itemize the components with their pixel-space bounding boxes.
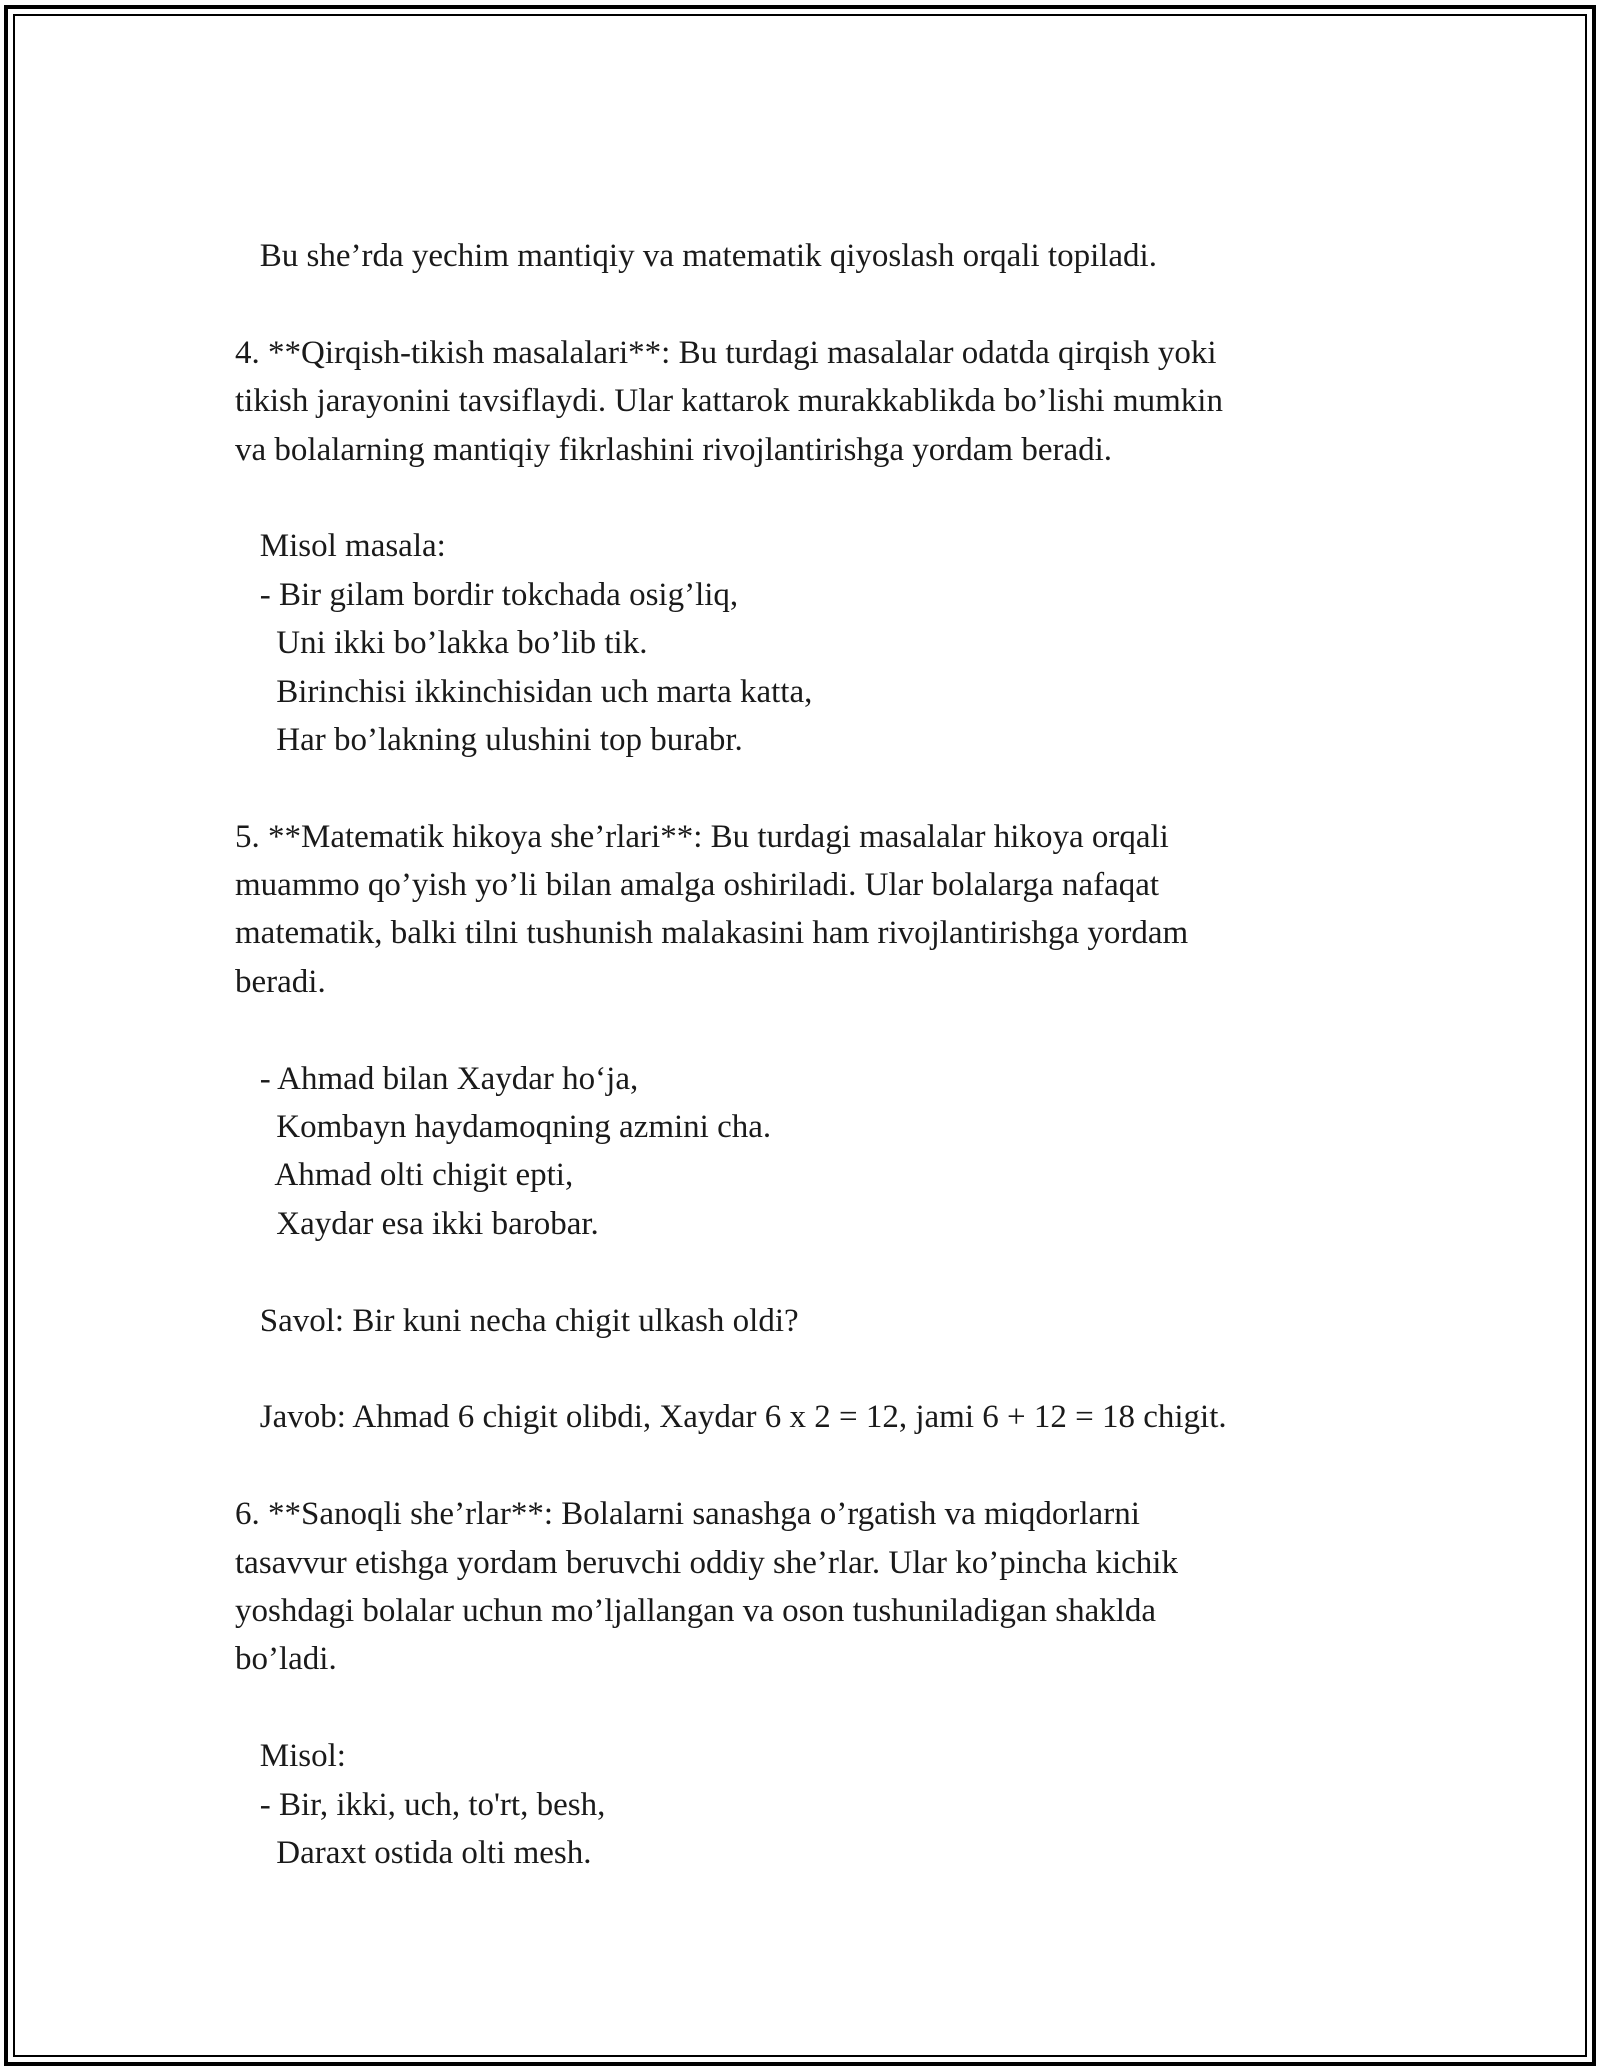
text-line: Kombayn haydamoqning azmini cha. [235, 1109, 772, 1146]
text-line: bo’ladi. [235, 1641, 337, 1678]
text-line: Bu she’rda yechim mantiqiy va matematik qiyoslash orqali topiladi. [235, 238, 1157, 274]
text-line: 5. **Matematik hikoya she’rlari**: Bu turdagi masalalar hikoya orqali [235, 818, 1169, 855]
document-body [235, 232, 1375, 1877]
section-5-answer [235, 1393, 1375, 1441]
text-line: 6. **Sanoqli she’rlar**: Bolalarni sanashga o’rgatish va miqdorlarni [235, 1496, 1140, 1533]
section-6-example-poem [235, 1732, 1375, 1877]
section-4-example-poem [235, 522, 1375, 764]
text-line: Misol: [235, 1738, 346, 1775]
section-4-description [235, 329, 1375, 474]
paragraph-intro [235, 232, 1375, 280]
text-line: - Ahmad bilan Xaydar ho‘ja, [235, 1060, 639, 1097]
text-line: muammo qo’yish yo’li bilan amalga oshiriladi. Ular bolalarga nafaqat [235, 867, 1160, 904]
text-line: tasavvur etishga yordam beruvchi oddiy she’rlar. Ular ko’pincha kichik [235, 1544, 1178, 1581]
text-line: Birinchisi ikkinchisidan uch marta katta, [235, 673, 813, 710]
section-6-description [235, 1490, 1375, 1684]
text-line: Misol masala: [235, 528, 446, 565]
text-line: Savol: Bir kuni necha chigit ulkash oldi? [235, 1302, 799, 1339]
text-line: Ahmad olti chigit epti, [235, 1157, 574, 1194]
text-line: Javob: Ahmad 6 chigit olibdi, Xaydar 6 x 2 = 12, jami 6 + 12 = 18 chigit. [235, 1399, 1227, 1436]
text-line: 4. **Qirqish-tikish masalalari**: Bu turdagi masalalar odatda qirqish yoki [235, 334, 1217, 371]
section-5-example-poem [235, 1055, 1375, 1249]
text-line: Uni ikki bo’lakka bo’lib tik. [235, 625, 648, 662]
text-line: beradi. [235, 963, 326, 1000]
text-line: - Bir gilam bordir tokchada osig’liq, [235, 576, 739, 613]
section-5-description [235, 813, 1375, 1007]
text-line: Xaydar esa ikki barobar. [235, 1205, 599, 1242]
text-line: tikish jarayonini tavsiflaydi. Ular kattarok murakkablikda bo’lishi mumkin [235, 383, 1223, 420]
text-line: Har bo’lakning ulushini top burabr. [235, 721, 743, 758]
text-line: yoshdagi bolalar uchun mo’ljallangan va oson tushuniladigan shaklda [235, 1592, 1157, 1629]
text-line: - Bir, ikki, uch, to'rt, besh, [235, 1786, 606, 1823]
text-line: va bolalarning mantiqiy fikrlashini rivojlantirishga yordam beradi. [235, 431, 1113, 468]
text-line: Daraxt ostida olti mesh. [235, 1834, 592, 1871]
section-5-question [235, 1297, 1375, 1345]
text-line: matematik, balki tilni tushunish malakasini ham rivojlantirishga yordam [235, 915, 1189, 952]
